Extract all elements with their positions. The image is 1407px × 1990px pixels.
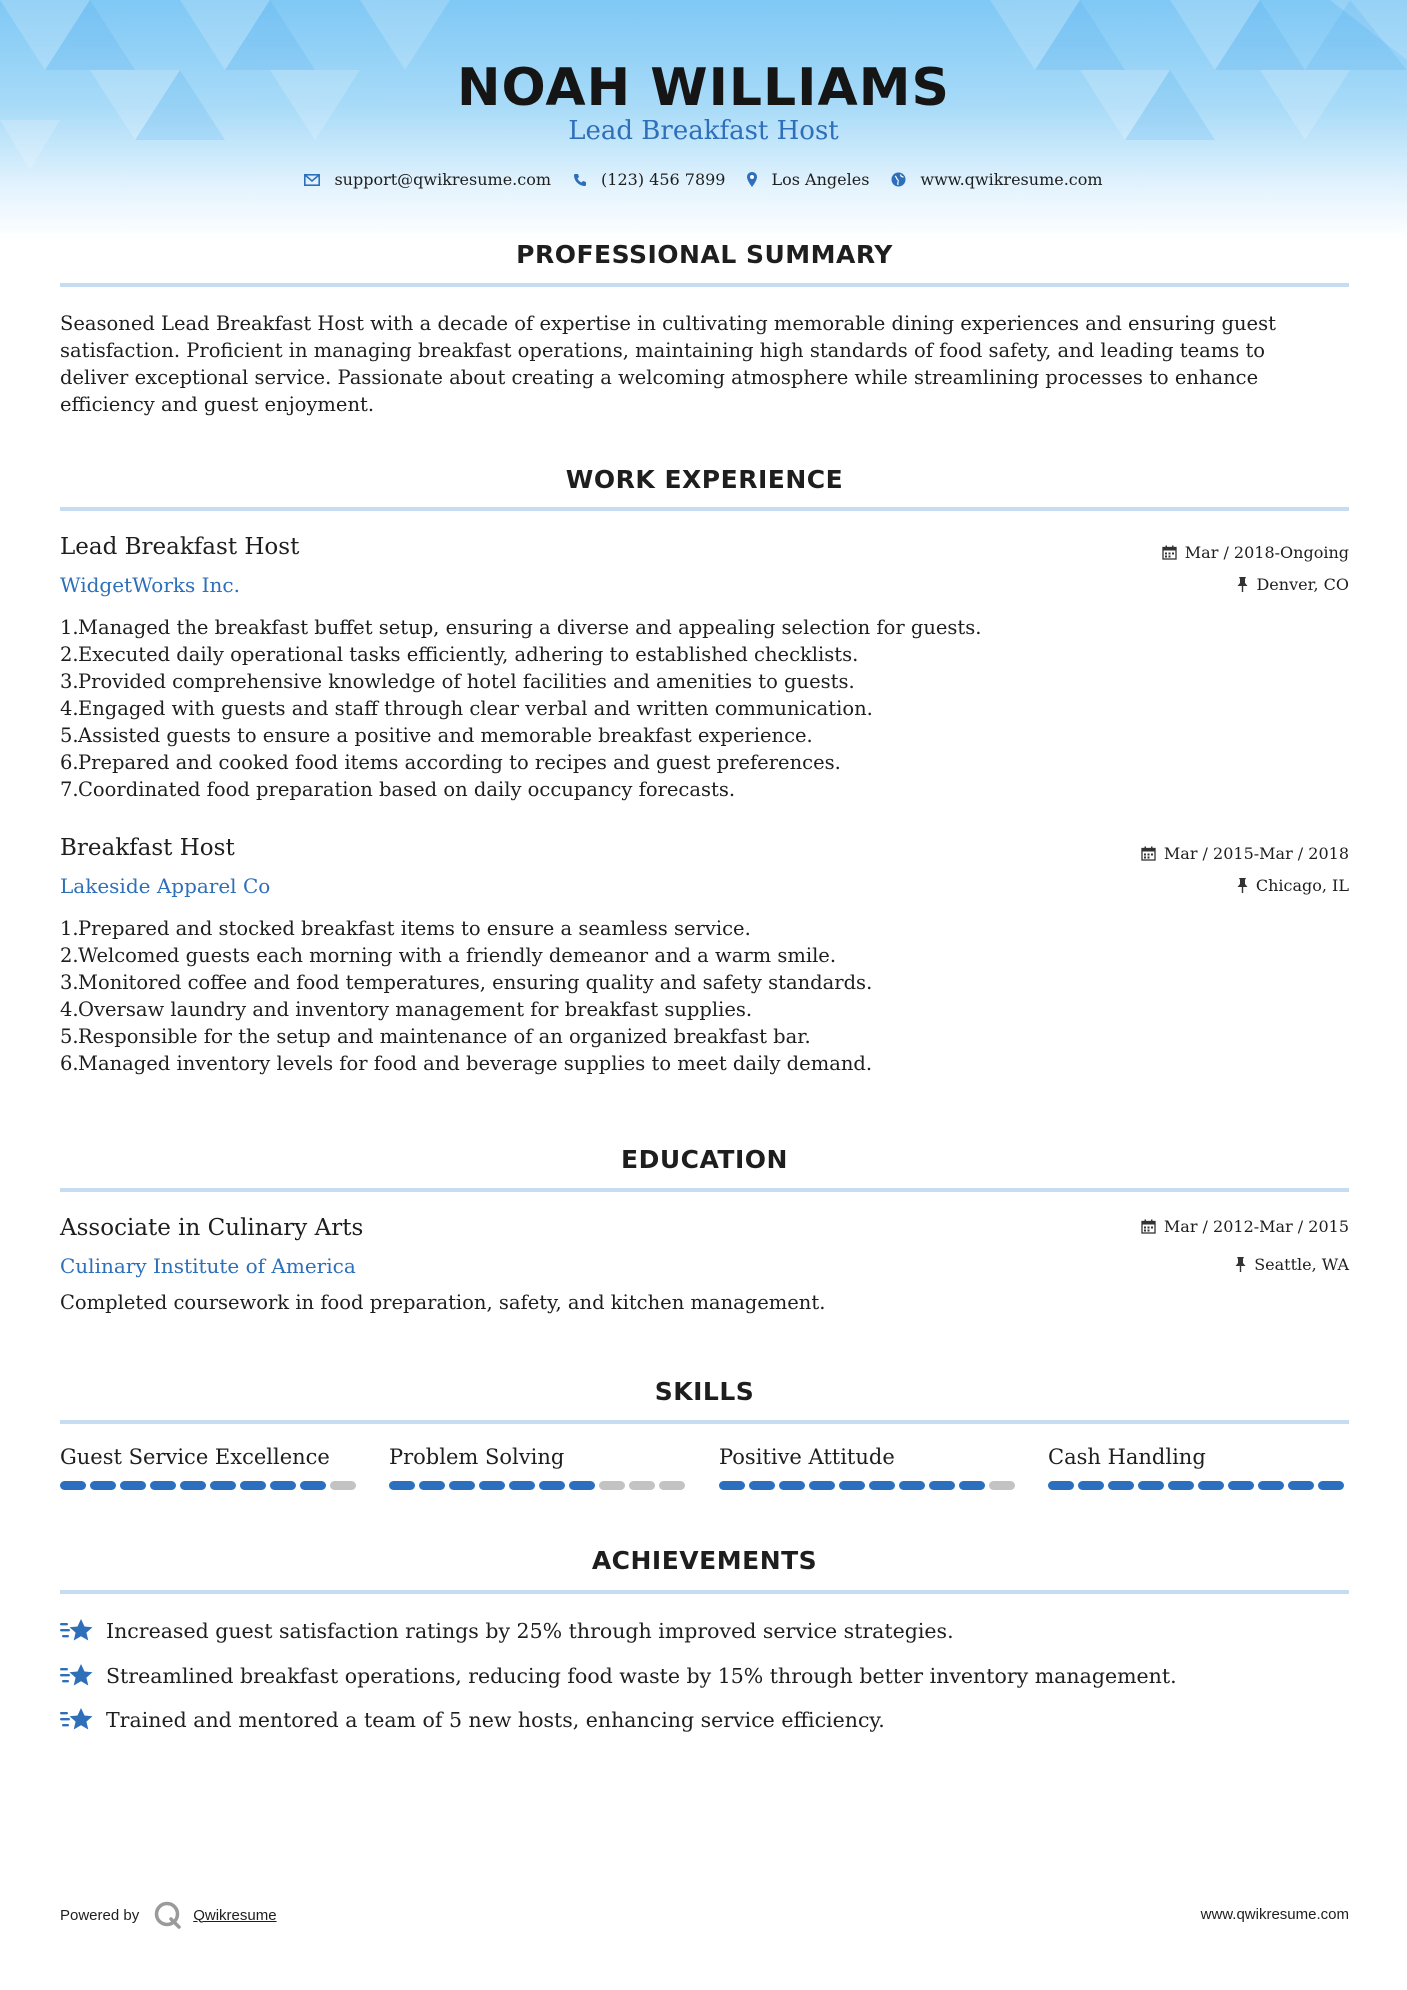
pushpin-icon — [1235, 1257, 1246, 1272]
skill-item — [60, 1445, 360, 1490]
list-item: 6. Prepared and cooked food items according to recipes and guest preferences. — [60, 751, 841, 774]
skill-segment-filled — [240, 1481, 266, 1490]
list-item: 1. Prepared and stocked breakfast items to ensure a seamless service. — [60, 917, 751, 940]
skill-segment-filled — [180, 1481, 206, 1490]
achievements-heading: ACHIEVEMENTS — [591, 1546, 818, 1575]
job-dates-text: Mar / 2015-Mar / 2018 — [1163, 844, 1349, 863]
skill-segment-filled — [389, 1481, 415, 1490]
job-company: WidgetWorks Inc. — [60, 573, 240, 597]
job-bullets — [60, 915, 1349, 1077]
calendar-icon — [1141, 846, 1156, 861]
skill-segment-filled — [959, 1481, 985, 1490]
list-item: 5. Responsible for the setup and maintenance of an organized breakfast bar. — [60, 1025, 811, 1048]
education-school: Culinary Institute of America — [60, 1254, 356, 1278]
summary-divider — [60, 283, 1349, 287]
skill-segment-empty — [659, 1481, 685, 1490]
shooting-star-icon — [60, 1706, 94, 1734]
contact-website[interactable] — [891, 170, 1102, 189]
skill-segment-filled — [270, 1481, 296, 1490]
skill-name: Cash Handling — [1048, 1445, 1206, 1469]
achievements-divider — [60, 1590, 1349, 1594]
skill-segment-empty — [989, 1481, 1015, 1490]
education-location-text: Seattle, WA — [1254, 1255, 1349, 1274]
job-location — [1237, 876, 1349, 895]
job-bullets — [60, 614, 1349, 803]
candidate-name: NOAH WILLIAMS — [457, 58, 950, 118]
phone-icon — [573, 173, 587, 187]
email-text: support@qwikresume.com — [334, 170, 552, 189]
skill-segment-filled — [809, 1481, 835, 1490]
skill-segment-filled — [210, 1481, 236, 1490]
job-dates — [1141, 844, 1349, 863]
education-degree: Associate in Culinary Arts — [60, 1215, 364, 1241]
pushpin-icon — [1237, 878, 1248, 893]
education-heading: EDUCATION — [621, 1145, 788, 1174]
achievement-text: Trained and mentored a team of 5 new hosts, enhancing service efficiency. — [106, 1708, 885, 1732]
skill-segment-filled — [569, 1481, 595, 1490]
skill-segment-filled — [509, 1481, 535, 1490]
map-pin-icon — [747, 172, 757, 187]
summary-text — [60, 310, 1349, 418]
skill-segment-filled — [749, 1481, 775, 1490]
contact-row — [0, 170, 1407, 189]
education-dates-text: Mar / 2012-Mar / 2015 — [1163, 1217, 1349, 1236]
achievement-text: Streamlined breakfast operations, reducing food waste by 15% through better inventory management. — [106, 1664, 1177, 1688]
footer-website-link[interactable]: www.qwikresume.com — [1200, 1906, 1349, 1923]
skill-segment-filled — [869, 1481, 895, 1490]
job-location-text: Chicago, IL — [1255, 876, 1349, 895]
summary-heading: PROFESSIONAL SUMMARY — [516, 240, 893, 269]
list-item: 2. Welcomed guests each morning with a friendly demeanor and a warm smile. — [60, 944, 837, 967]
achievement-item — [60, 1662, 1177, 1690]
shooting-star-icon — [60, 1662, 94, 1690]
skill-segment-empty — [629, 1481, 655, 1490]
summary-line: deliver exceptional service. Passionate about creating a welcoming atmosphere while streamlining processes to enhance — [60, 366, 1259, 389]
envelope-icon — [304, 174, 320, 186]
list-item: 4. Oversaw laundry and inventory management for breakfast supplies. — [60, 998, 753, 1021]
powered-by-label: Powered by — [60, 1906, 140, 1924]
list-item: 3. Provided comprehensive knowledge of hotel facilities and amenities to guests. — [60, 670, 855, 693]
achievement-text: Increased guest satisfaction ratings by 25% through improved service strategies. — [106, 1619, 954, 1643]
skill-segment-filled — [1078, 1481, 1104, 1490]
qwikresume-logo-icon — [153, 1900, 183, 1930]
list-item: 1. Managed the breakfast buffet setup, ensuring a diverse and appealing selection for guests. — [60, 616, 982, 639]
job-title: Breakfast Host — [60, 835, 235, 861]
list-item: 6. Managed inventory levels for food and beverage supplies to meet daily demand. — [60, 1052, 873, 1075]
contact-location — [747, 170, 869, 189]
education-dates — [1141, 1217, 1349, 1236]
summary-line: Seasoned Lead Breakfast Host with a decade of expertise in cultivating memorable dining experiences and ensuring guest — [60, 312, 1276, 335]
contact-email[interactable] — [304, 170, 551, 189]
footer-brand-link[interactable]: Qwikresume — [193, 1906, 277, 1924]
location-text: Los Angeles — [771, 170, 870, 189]
education-divider — [60, 1188, 1349, 1192]
job-dates-text: Mar / 2018-Ongoing — [1184, 543, 1349, 562]
globe-icon — [891, 172, 906, 187]
achievement-item — [60, 1706, 885, 1734]
list-item: 5. Assisted guests to ensure a positive and memorable breakfast experience. — [60, 724, 813, 747]
contact-phone[interactable] — [573, 170, 725, 189]
list-item: 2. Executed daily operational tasks efficiently, adhering to established checklists. — [60, 643, 859, 666]
skill-segment-filled — [539, 1481, 565, 1490]
skill-segment-filled — [1258, 1481, 1284, 1490]
job-title: Lead Breakfast Host — [60, 534, 300, 560]
list-item: 4. Engaged with guests and staff through clear verbal and written communication. — [60, 697, 873, 720]
skill-segment-filled — [150, 1481, 176, 1490]
skill-name: Problem Solving — [389, 1445, 565, 1469]
summary-line: efficiency and guest enjoyment. — [60, 393, 375, 416]
skill-segment-filled — [1318, 1481, 1344, 1490]
skill-segment-filled — [419, 1481, 445, 1490]
skill-level-bar — [1048, 1481, 1348, 1490]
skill-segment-filled — [1168, 1481, 1194, 1490]
calendar-icon — [1162, 545, 1177, 560]
skill-segment-filled — [300, 1481, 326, 1490]
skill-segment-filled — [719, 1481, 745, 1490]
skill-item — [389, 1445, 689, 1490]
skill-segment-filled — [1108, 1481, 1134, 1490]
skill-segment-filled — [779, 1481, 805, 1490]
skill-name: Positive Attitude — [719, 1445, 895, 1469]
phone-text: (123) 456 7899 — [601, 170, 726, 189]
job-location — [1237, 575, 1349, 594]
list-item: 7. Coordinated food preparation based on daily occupancy forecasts. — [60, 778, 736, 801]
skills-divider — [60, 1420, 1349, 1424]
shooting-star-icon — [60, 1617, 94, 1645]
skill-item — [1048, 1445, 1348, 1490]
skill-segment-empty — [330, 1481, 356, 1490]
experience-divider — [60, 507, 1349, 511]
pushpin-icon — [1237, 577, 1248, 592]
calendar-icon — [1141, 1219, 1156, 1234]
footer-powered-by — [60, 1900, 277, 1930]
website-text: www.qwikresume.com — [920, 170, 1103, 189]
job-dates — [1162, 543, 1349, 562]
skill-segment-filled — [1288, 1481, 1314, 1490]
education-location — [1235, 1255, 1349, 1274]
skill-segment-filled — [1048, 1481, 1074, 1490]
skill-segment-filled — [839, 1481, 865, 1490]
skill-name: Guest Service Excellence — [60, 1445, 330, 1469]
skill-level-bar — [389, 1481, 689, 1490]
skill-segment-filled — [120, 1481, 146, 1490]
skill-segment-filled — [899, 1481, 925, 1490]
skill-segment-filled — [1138, 1481, 1164, 1490]
skill-level-bar — [60, 1481, 360, 1490]
candidate-title: Lead Breakfast Host — [568, 116, 839, 146]
skills-heading: SKILLS — [654, 1377, 755, 1406]
skill-segment-filled — [449, 1481, 475, 1490]
education-description: Completed coursework in food preparation, safety, and kitchen management. — [60, 1291, 826, 1314]
skill-segment-filled — [1228, 1481, 1254, 1490]
skill-segment-filled — [60, 1481, 86, 1490]
skill-level-bar — [719, 1481, 1019, 1490]
skill-segment-filled — [90, 1481, 116, 1490]
experience-heading: WORK EXPERIENCE — [565, 465, 844, 494]
skill-segment-empty — [599, 1481, 625, 1490]
skill-segment-filled — [479, 1481, 505, 1490]
skill-segment-filled — [929, 1481, 955, 1490]
skill-segment-filled — [1198, 1481, 1224, 1490]
summary-line: satisfaction. Proficient in managing breakfast operations, maintaining high standards of food safety, and leading teams to — [60, 339, 1266, 362]
list-item: 3. Monitored coffee and food temperatures, ensuring quality and safety standards. — [60, 971, 873, 994]
job-location-text: Denver, CO — [1256, 575, 1349, 594]
achievement-item — [60, 1617, 954, 1645]
job-company: Lakeside Apparel Co — [60, 874, 271, 898]
skill-item — [719, 1445, 1019, 1490]
